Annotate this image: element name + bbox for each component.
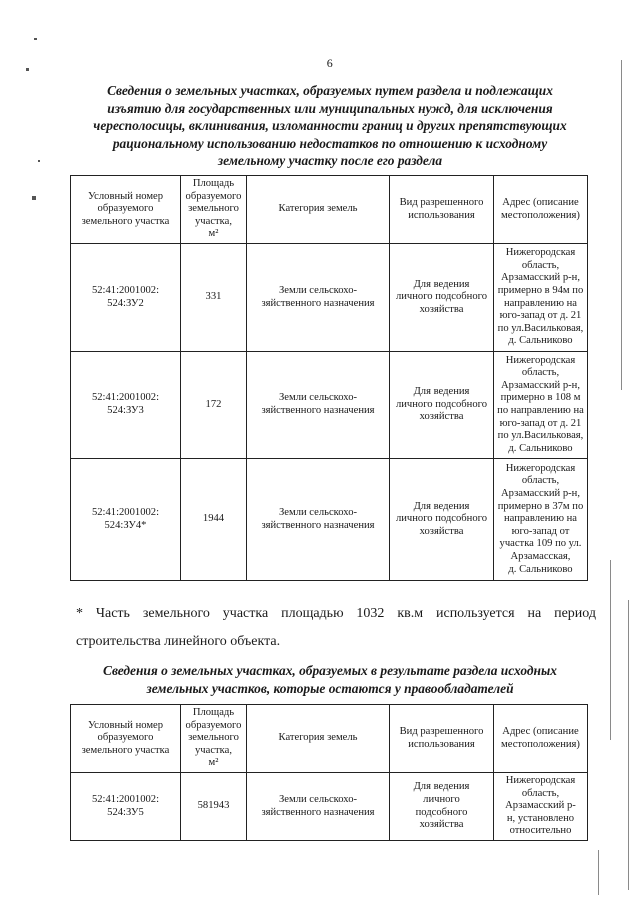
header-cell-usage: Вид разрешенного использования: [390, 176, 494, 244]
cell-number: 52:41:2001002: 524:ЗУ3: [71, 352, 181, 459]
footnote-line: строительства линейного объекта.: [76, 634, 281, 649]
header-cell-address: Адрес (описание местоположения): [494, 176, 588, 244]
cell-category: Земли сельскохо- зяйственного назначения: [247, 459, 390, 581]
header-cell-number: Условный номер образуемого земельного участка: [71, 176, 181, 244]
section-title-line: рациональному использованию недостатков по отношению к исходному: [112, 135, 548, 151]
remaining-plots-table: [70, 704, 588, 841]
section-title-line: чересполосицы, вклинивания, изломанности границ и других препятствующих: [93, 118, 567, 134]
header-cell-category: Категория земель: [247, 705, 390, 773]
page-number: 6: [326, 56, 334, 70]
cell-number: 52:41:2001002: 524:ЗУ5: [71, 773, 181, 841]
scan-edge-line: [621, 60, 622, 390]
table-row: [71, 244, 588, 352]
section-title-line: земельному участку после его раздела: [217, 153, 443, 169]
scan-edge-line: [610, 560, 611, 740]
cell-area: 172: [181, 352, 247, 459]
header-cell-category: Категория земель: [247, 176, 390, 244]
section-title: [70, 82, 590, 170]
header-cell-area: Площадь образуемого земельного участка, м²: [181, 176, 247, 244]
table-row: [71, 773, 588, 841]
cell-usage: Для ведения личного подсобного хозяйства: [390, 352, 494, 459]
footnote-line: * Часть земельного участка площадью 1032 кв.м используется на период: [76, 606, 596, 621]
footnote: [76, 600, 596, 656]
table-row: [71, 352, 588, 459]
section-title-line: земельных участков, которые остаются у правообладателей: [146, 680, 514, 696]
header-cell-usage: Вид разрешенного использования: [390, 705, 494, 773]
cell-area: 331: [181, 244, 247, 352]
cell-address: Нижегородская область, Арзамасский р-н, примерно в 37м по направлению на юго-запад от участка 109 по ул. Арзамасская, д. Сальниково: [494, 459, 588, 581]
section-title-line: Сведения о земельных участках, образуемых путем раздела и подлежащих: [107, 83, 553, 98]
section-title: [70, 662, 590, 697]
cell-category: Земли сельскохо- зяйственного назначения: [247, 773, 390, 841]
scan-mark: [34, 38, 37, 40]
table-header-row: [71, 176, 588, 244]
scan-edge-line: [628, 600, 629, 890]
cell-area: 1944: [181, 459, 247, 581]
cell-usage: Для ведения личного подсобного хозяйства: [390, 773, 494, 841]
land-plots-table: [70, 175, 588, 581]
table-row: [71, 459, 588, 581]
cell-usage: Для ведения личного подсобного хозяйства: [390, 244, 494, 352]
header-cell-number: Условный номер образуемого земельного участка: [71, 705, 181, 773]
scan-edge-line: [598, 850, 599, 895]
cell-address: Нижегородская область, Арзамасский р-н, примерно в 108 м по направлению на юго-запад от д. 21 по ул.Васильковая, д. Сальниково: [494, 352, 588, 459]
header-cell-area: Площадь образуемого земельного участка, м²: [181, 705, 247, 773]
cell-category: Земли сельскохо- зяйственного назначения: [247, 352, 390, 459]
cell-address: Нижегородская область, Арзамасский р- н, установлено относительно: [494, 773, 588, 841]
cell-number: 52:41:2001002: 524:ЗУ4*: [71, 459, 181, 581]
scan-mark: [38, 160, 40, 162]
section-title-line: изъятию для государственных или муниципальных нужд, для исключения: [107, 100, 553, 116]
cell-area: 581943: [181, 773, 247, 841]
section-title-line: Сведения о земельных участках, образуемых в результате раздела исходных: [103, 663, 557, 678]
table-header-row: [71, 705, 588, 773]
scan-mark: [32, 196, 36, 200]
cell-number: 52:41:2001002: 524:ЗУ2: [71, 244, 181, 352]
header-cell-address: Адрес (описание местоположения): [494, 705, 588, 773]
cell-category: Земли сельскохо- зяйственного назначения: [247, 244, 390, 352]
cell-address: Нижегородская область, Арзамасский р-н, примерно в 94м по направлению на юго-запад от д. 21 по ул.Васильковая, д. Сальниково: [494, 244, 588, 352]
cell-usage: Для ведения личного подсобного хозяйства: [390, 459, 494, 581]
